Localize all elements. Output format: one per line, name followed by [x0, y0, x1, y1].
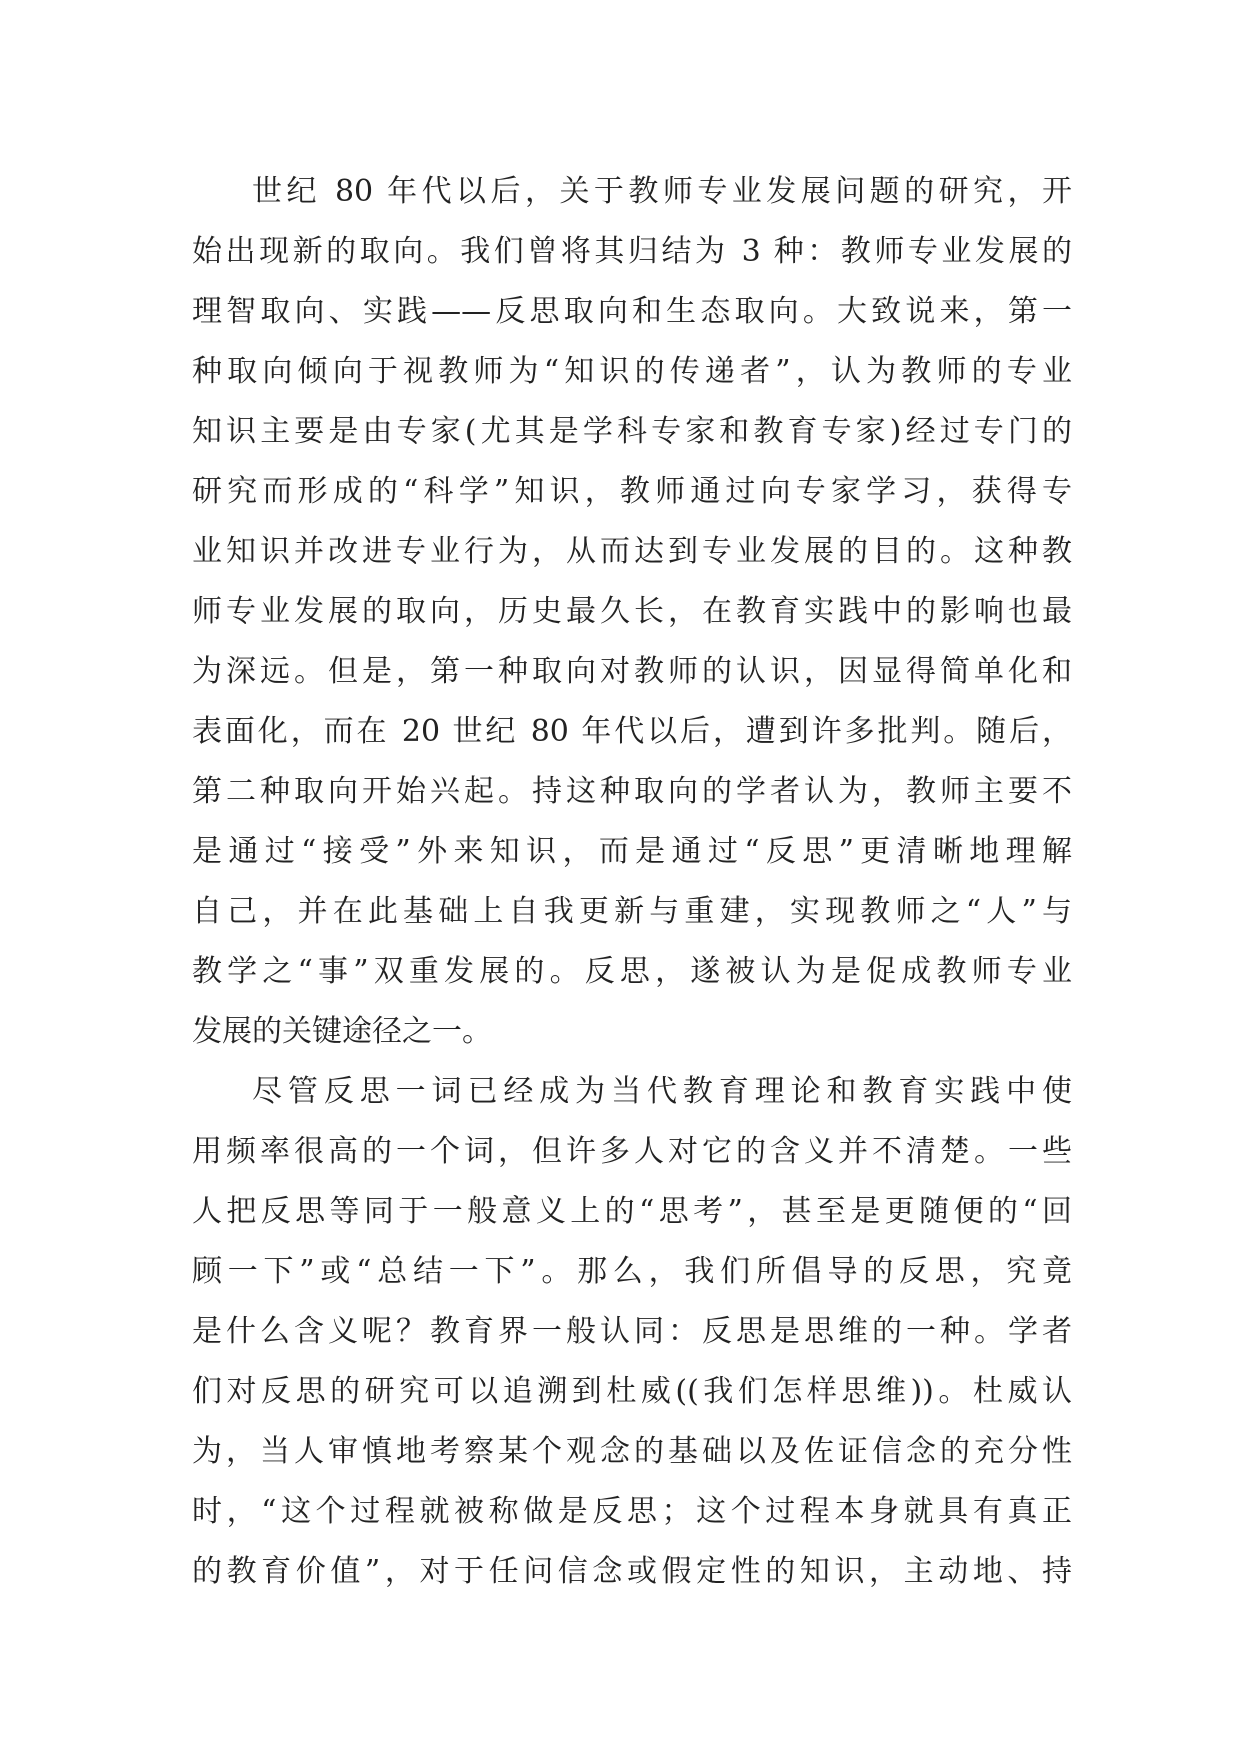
paragraph-1-line-12: 是通过“接受”外来知识，而是通过“反思”更清晰地理解 [192, 834, 1072, 869]
paragraph-1-line-8: 师专业发展的取向，历史最久长，在教育实践中的影响也最 [192, 594, 1072, 629]
paragraph-1-line-11: 第二种取向开始兴起。持这种取向的学者认为，教师主要不 [192, 774, 1072, 809]
paragraph-1-line-4: 种取向倾向于视教师为“知识的传递者”，认为教师的专业 [192, 354, 1072, 389]
paragraph-2-line-5: 是什么含义呢？教育界一般认同：反思是思维的一种。学者 [192, 1314, 1072, 1349]
paragraph-2-line-2: 用频率很高的一个词，但许多人对它的含义并不清楚。一些 [192, 1134, 1072, 1169]
paragraph-2-line-6: 们对反思的研究可以追溯到杜威((我们怎样思维))。杜威认 [192, 1374, 1072, 1409]
paragraph-2-line-3: 人把反思等同于一般意义上的“思考”，甚至是更随便的“回 [192, 1194, 1072, 1229]
paragraph-1-line-6: 研究而形成的“科学”知识，教师通过向专家学习，获得专 [192, 474, 1072, 509]
paragraph-1-line-10: 表面化，而在 20 世纪 80 年代以后，遭到许多批判。随后， [192, 714, 1072, 749]
paragraph-1-line-5: 知识主要是由专家(尤其是学科专家和教育专家)经过专门的 [192, 414, 1072, 449]
paragraph-2-line-8: 时，“这个过程就被称做是反思；这个过程本身就具有真正 [192, 1494, 1072, 1529]
paragraph-1-line-2: 始出现新的取向。我们曾将其归结为 3 种：教师专业发展的 [192, 234, 1072, 269]
paragraph-2-line-9: 的教育价值”，对于任问信念或假定性的知识，主动地、持 [192, 1554, 1072, 1589]
paragraph-1-line-13: 自己，并在此基础上自我更新与重建，实现教师之“人”与 [192, 894, 1072, 929]
paragraph-1-line-7: 业知识并改进专业行为，从而达到专业发展的目的。这种教 [192, 534, 1072, 569]
paragraph-2-line-4: 顾一下”或“总结一下”。那么，我们所倡导的反思，究竟 [192, 1254, 1072, 1289]
paragraph-1-line-14: 教学之“事”双重发展的。反思，遂被认为是促成教师专业 [192, 954, 1072, 989]
paragraph-2-line-7: 为，当人审慎地考察某个观念的基础以及佐证信念的充分性 [192, 1434, 1072, 1469]
paragraph-1-line-15: 发展的关键途径之一。 [192, 1014, 492, 1049]
paragraph-1-line-1: 世纪 80 年代以后，关于教师专业发展问题的研究，开 [252, 174, 1072, 209]
body-text [192, 162, 1072, 1602]
paragraph-2-line-1: 尽管反思一词已经成为当代教育理论和教育实践中使 [252, 1074, 1072, 1109]
paragraph-1-line-3: 理智取向、实践——反思取向和生态取向。大致说来，第一 [192, 294, 1072, 329]
paragraph-1-line-9: 为深远。但是，第一种取向对教师的认识，因显得简单化和 [192, 654, 1072, 689]
